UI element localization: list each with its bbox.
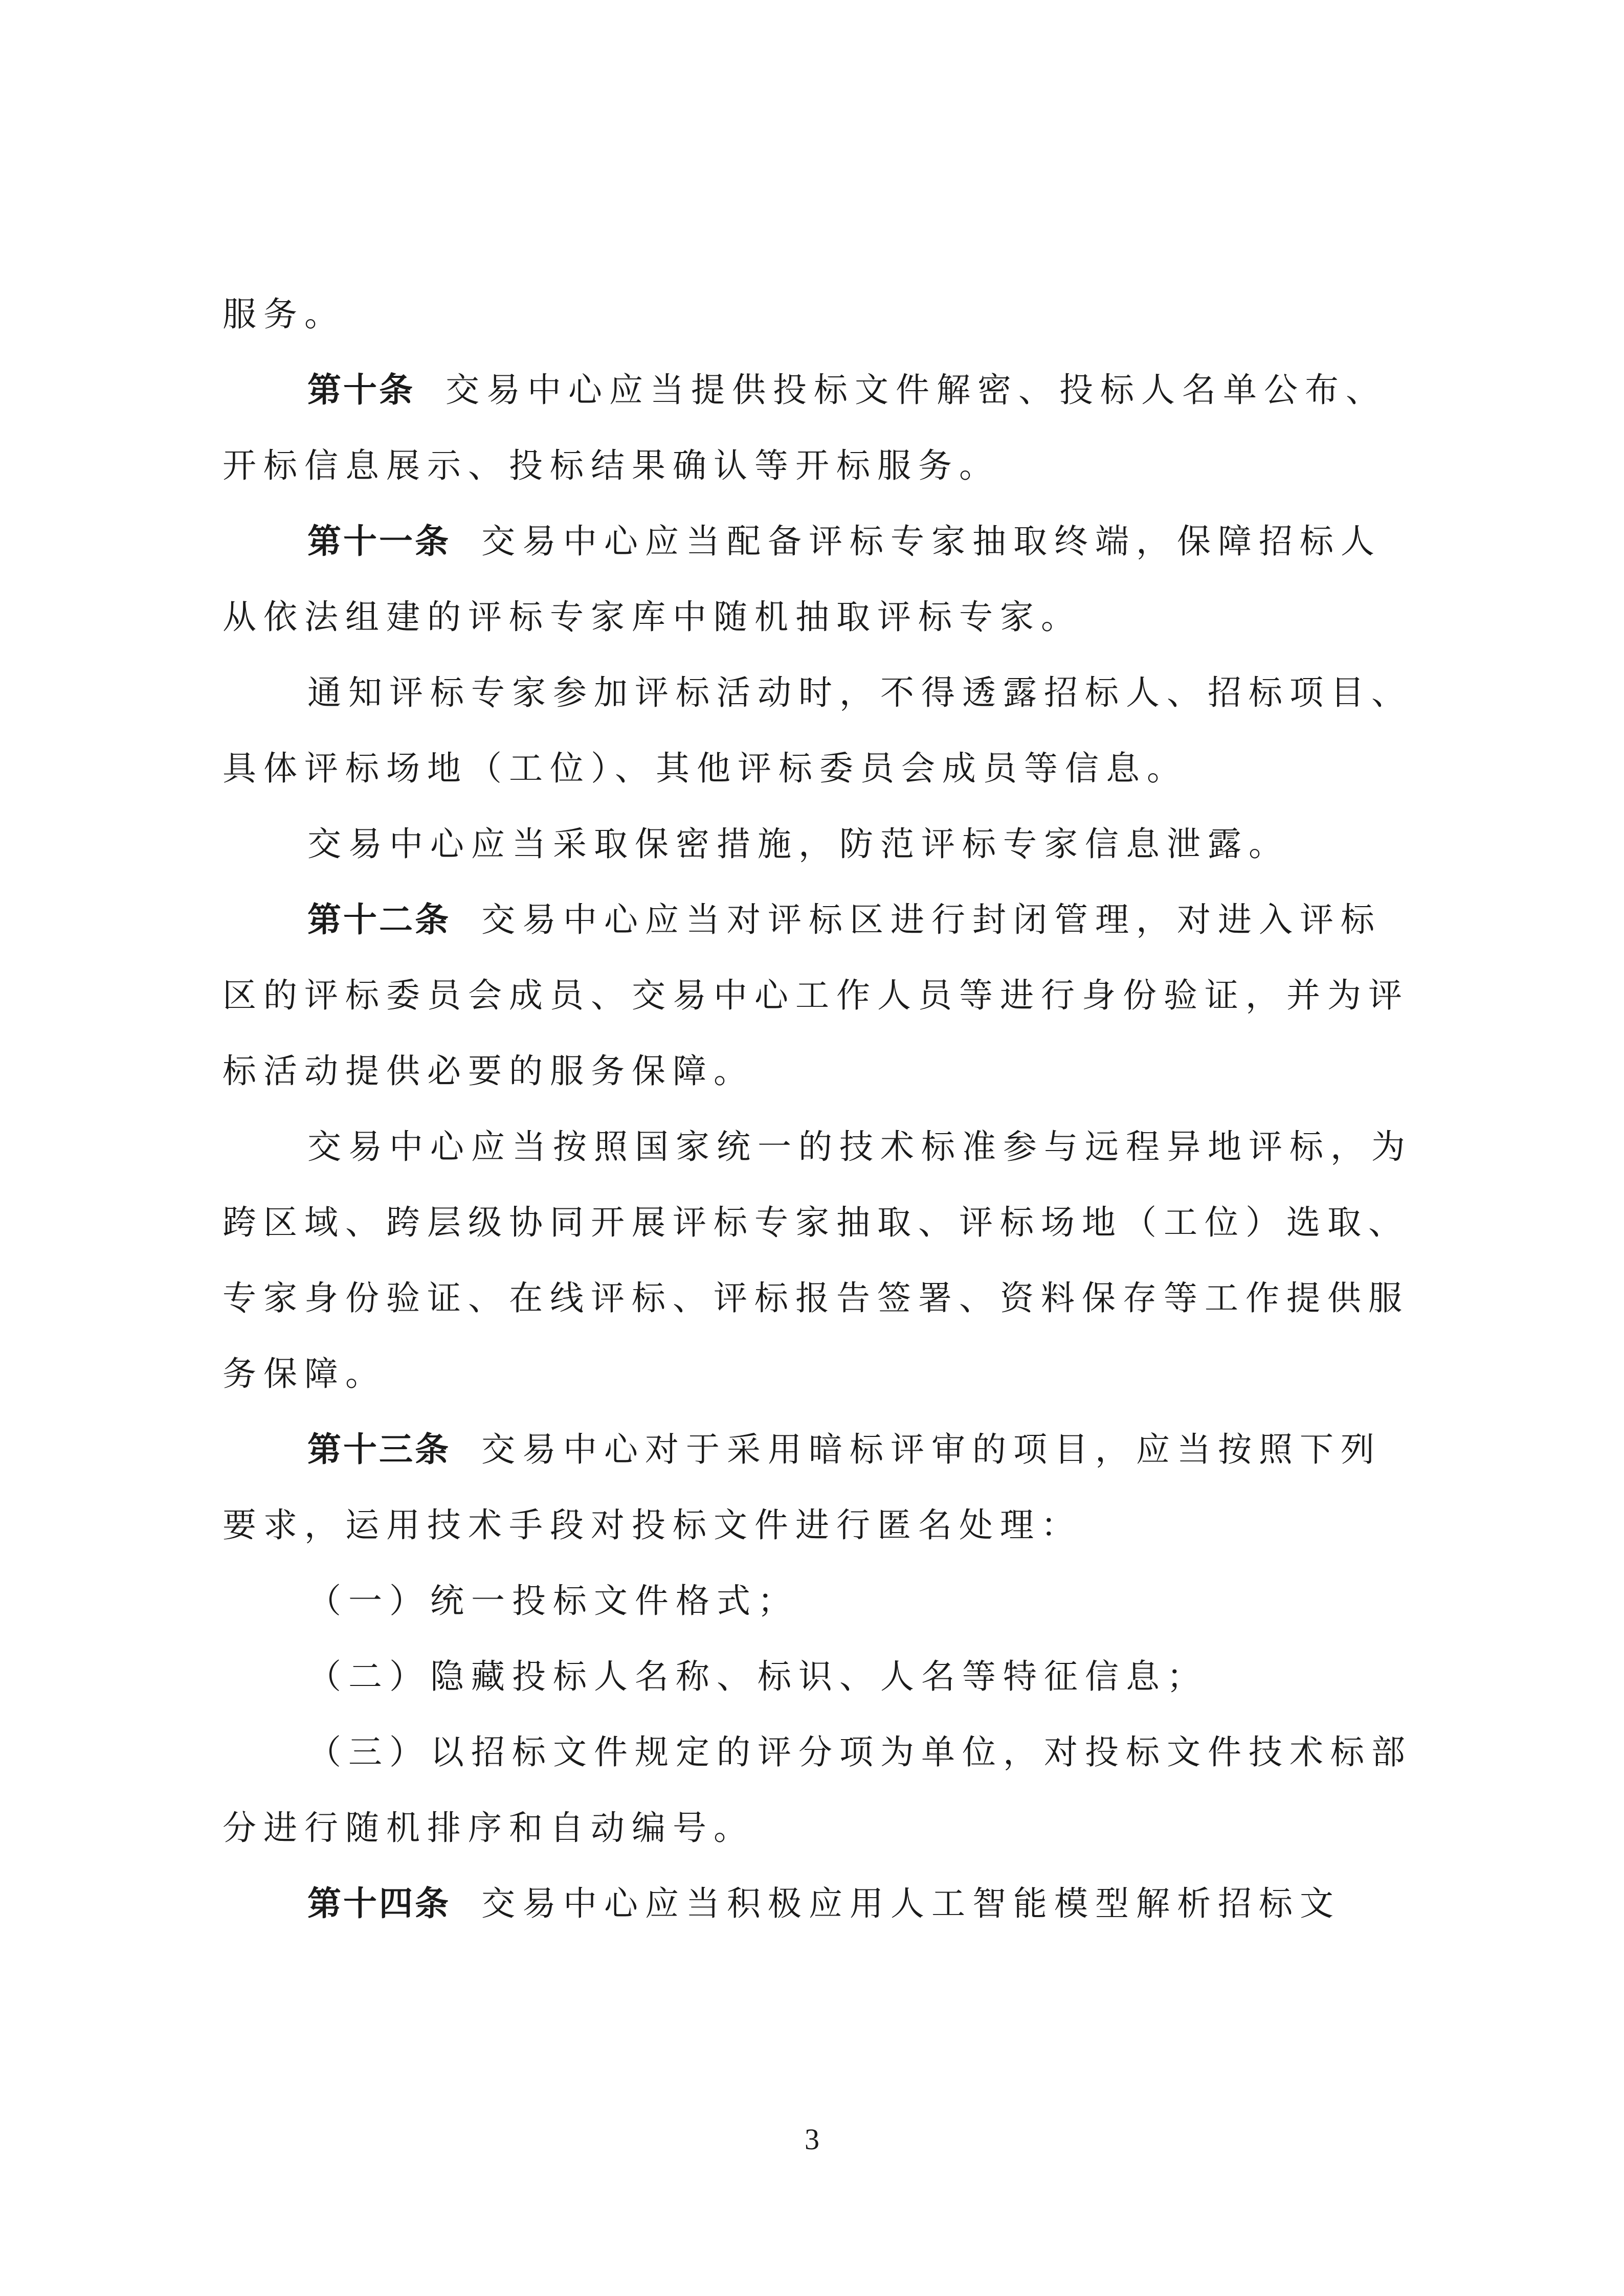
paragraph-text: 交易中心应当对评标区进行封闭管理，对进入评标 (481, 900, 1382, 939)
paragraph-text: 服务。 (223, 295, 345, 334)
page-number: 3 (805, 2123, 819, 2156)
text-line (223, 960, 1409, 1031)
paragraph-text: 从依法组建的评标专家库中随机抽取评标专家。 (223, 597, 1082, 637)
paragraph-text: 分进行随机排序和自动编号。 (223, 1808, 754, 1848)
paragraph-text: 专家身份验证、在线评标、评标报告签署、资料保存等工作提供服 (223, 1278, 1409, 1318)
list-item (223, 1565, 1489, 1637)
paragraph-text: 要求，运用技术手段对投标文件进行匿名处理： (223, 1505, 1082, 1545)
paragraph-text: 跨区域、跨层级协同开展评标专家抽取、评标场地（工位）选取、 (223, 1203, 1409, 1242)
article-10-line-1 (223, 354, 1489, 426)
paragraph-text: 交易中心应当积极应用人工智能模型解析招标文 (481, 1884, 1341, 1923)
paragraph-text: 务保障。 (223, 1354, 386, 1393)
paragraph-text: 交易中心应当配备评标专家抽取终端，保障招标人 (481, 522, 1382, 561)
paragraph-text: 交易中心应当提供投标文件解密、投标人名单公布、 (446, 370, 1387, 410)
document-body (223, 279, 1412, 2099)
article-12-line-1 (223, 884, 1489, 956)
article-11-line-1 (223, 506, 1489, 577)
paragraph-text: 具体评标场地（工位）、其他评标委员会成员等信息。 (223, 749, 1188, 788)
list-item (223, 1641, 1489, 1713)
paragraph-text: （一）统一投标文件格式； (307, 1581, 798, 1620)
text-line (223, 1036, 1404, 1107)
text-line (223, 1111, 1489, 1183)
text-line (223, 1263, 1409, 1334)
text-line (223, 657, 1489, 729)
paragraph-text: 开标信息展示、投标结果确认等开标服务。 (223, 446, 1000, 485)
text-line (223, 1338, 1404, 1410)
text-line (223, 1792, 1404, 1864)
paragraph-text: （三）以招标文件规定的评分项为单位，对投标文件技术标部 (307, 1732, 1412, 1772)
text-line (223, 279, 1404, 350)
text-line (223, 808, 1489, 880)
text-line (223, 1490, 1404, 1561)
paragraph-text: 通知评标专家参加评标活动时，不得透露招标人、招标项目、 (307, 673, 1412, 712)
article-13-line-1 (223, 1414, 1489, 1485)
paragraph-text: 交易中心应当按照国家统一的技术标准参与远程异地评标，为 (307, 1127, 1412, 1166)
paragraph-text: 交易中心对于采用暗标评审的项目，应当按照下列 (481, 1430, 1382, 1469)
article-heading: 第十四条 (307, 1884, 451, 1923)
paragraph-text: （二）隐藏投标人名称、标识、人名等特征信息； (307, 1657, 1208, 1696)
article-heading: 第十一条 (307, 522, 451, 561)
article-heading: 第十三条 (307, 1430, 451, 1469)
article-14-line-1 (223, 1868, 1489, 1940)
paragraph-text: 交易中心应当采取保密措施，防范评标专家信息泄露。 (307, 824, 1289, 864)
article-heading: 第十二条 (307, 900, 451, 939)
paragraph-text: 标活动提供必要的服务保障。 (223, 1051, 754, 1091)
article-11-line-2 (223, 581, 1404, 653)
paragraph-text: 区的评标委员会成员、交易中心工作人员等进行身份验证，并为评 (223, 976, 1409, 1015)
list-item (223, 1717, 1489, 1788)
article-heading: 第十条 (307, 370, 415, 410)
text-line (223, 1187, 1409, 1258)
article-10-line-2 (223, 430, 1404, 502)
text-line (223, 733, 1404, 804)
